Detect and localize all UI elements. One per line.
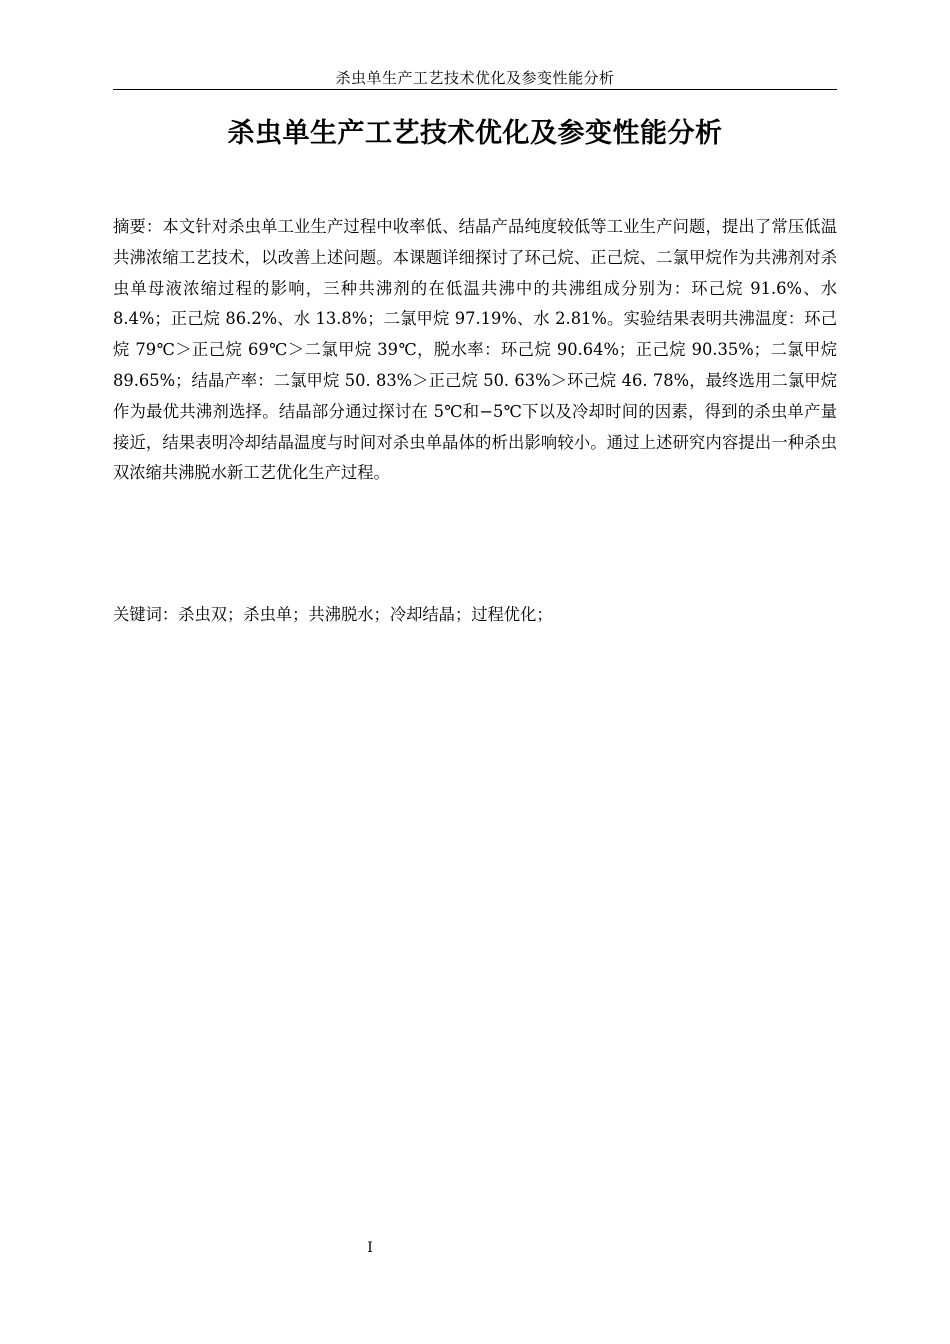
abstract-colon: ：	[145, 217, 163, 236]
running-header: 杀虫单生产工艺技术优化及参变性能分析	[335, 69, 615, 87]
keywords-line	[113, 600, 837, 630]
keywords-colon: ：	[161, 605, 179, 624]
abstract-label: 摘要	[113, 217, 146, 236]
header-rule	[113, 89, 837, 90]
keywords-text: 杀虫双；杀虫单；共沸脱水；冷却结晶；过程优化；	[178, 605, 553, 624]
document-title: 杀虫单生产工艺技术优化及参变性能分析	[227, 118, 723, 149]
page-number: I	[367, 1240, 373, 1256]
abstract-paragraph	[113, 212, 837, 489]
abstract-text: 本文针对杀虫单工业生产过程中收率低、结晶产品纯度较低等工业生产问题，提出了常压低温共沸浓缩工艺技术，以改善上述问题。本课题详细探讨了环己烷、正己烷、二氯甲烷作为共沸剂对杀虫单母液浓缩过程的影响，三种共沸剂的在低温共沸中的共沸组成分别为：环己烷 91.6%、水 8.4%；正己烷 86.2%、水 13.8%；二氯甲烷 97.19%、水 2.81%。实验结果表明共沸温度：环己烷 79℃＞正己烷 69℃＞二氯甲烷 39℃，脱水率：环己烷 90.64%；正己烷 90.35%；二氯甲烷 89.65%；结晶产率：二氯甲烷 50. 83%＞正己烷 50. 63%＞环己烷 46. 78%，最终选用二氯甲烷作为最优共沸剂选择。结晶部分通过探讨在 5℃和−5℃下以及冷却时间的因素，得到的杀虫单产量接近，结果表明冷却结晶温度与时间对杀虫单晶体的析出影响较小。通过上述研究内容提出一种杀虫双浓缩共沸脱水新工艺优化生产过程。	[113, 217, 837, 483]
keywords-label: 关键词	[113, 605, 162, 624]
